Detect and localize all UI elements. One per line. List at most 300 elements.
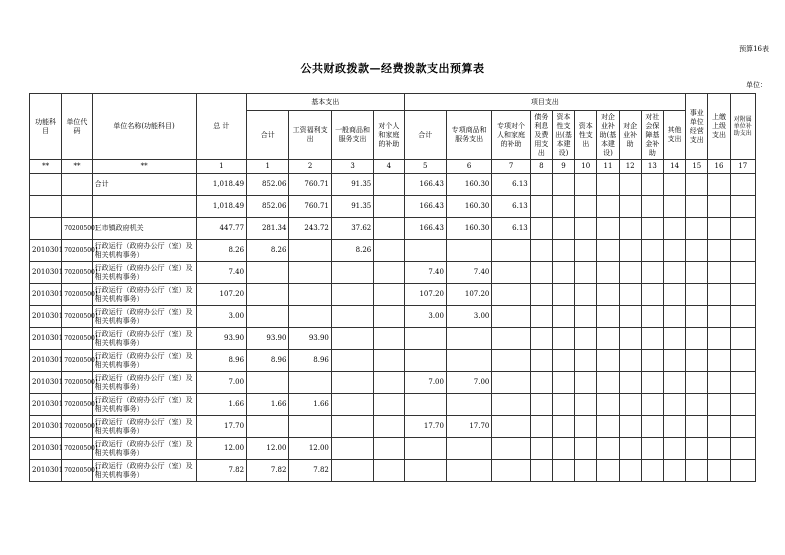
cell-total: 7.82 — [196, 460, 246, 482]
cell-func-code: 2010301 — [30, 394, 62, 416]
cell-basic-sum — [247, 416, 289, 438]
cell-basic-person — [374, 262, 404, 284]
cell-empty — [663, 460, 685, 482]
column-number-9: 6 — [446, 160, 491, 174]
cell-empty — [663, 240, 685, 262]
cell-empty — [686, 416, 708, 438]
cell-basic-person — [374, 218, 404, 240]
cell-unit-name: 行政运行（政府办公厅（室）及相关机构事务） — [92, 262, 196, 284]
cell-empty — [575, 350, 597, 372]
cell-project-person — [492, 262, 530, 284]
cell-empty — [686, 196, 708, 218]
cell-project-sum — [404, 328, 446, 350]
cell-empty — [530, 394, 552, 416]
cell-unit-code: 702005001 — [62, 438, 92, 460]
cell-empty — [575, 174, 597, 196]
cell-project-sum — [404, 240, 446, 262]
header-col-12: 对企业补助 — [619, 111, 641, 160]
header-col-7: 专项对个人和家庭的补助 — [492, 111, 530, 160]
cell-unit-name: 行政运行（政府办公厅（室）及相关机构事务） — [92, 438, 196, 460]
cell-total: 447.77 — [196, 218, 246, 240]
header-col-15: 事业单位经营支出 — [686, 94, 708, 160]
cell-func-code: 2010301 — [30, 350, 62, 372]
cell-basic-sum — [247, 306, 289, 328]
cell-empty — [597, 196, 619, 218]
cell-empty — [708, 174, 730, 196]
header-col-17: 对附属单位补助支出 — [730, 94, 755, 160]
cell-empty — [575, 416, 597, 438]
cell-empty — [686, 218, 708, 240]
cell-empty — [730, 372, 755, 394]
cell-basic-goods — [331, 416, 373, 438]
cell-empty — [619, 416, 641, 438]
cell-empty — [552, 174, 574, 196]
column-number-12: 9 — [552, 160, 574, 174]
cell-empty — [686, 350, 708, 372]
cell-project-person — [492, 328, 530, 350]
cell-unit-code: 702005001 — [62, 284, 92, 306]
cell-empty — [575, 284, 597, 306]
cell-empty — [530, 438, 552, 460]
table-row — [30, 174, 756, 196]
column-number-7: 4 — [374, 160, 404, 174]
cell-func-code — [30, 218, 62, 240]
cell-empty — [552, 218, 574, 240]
header-row-1 — [30, 94, 756, 111]
cell-empty — [686, 284, 708, 306]
cell-empty — [686, 174, 708, 196]
cell-project-sum: 7.00 — [404, 372, 446, 394]
cell-empty — [730, 460, 755, 482]
cell-empty — [641, 218, 663, 240]
cell-func-code: 2010301 — [30, 306, 62, 328]
cell-basic-person — [374, 350, 404, 372]
cell-empty — [663, 218, 685, 240]
header-total: 总 计 — [196, 94, 246, 160]
cell-basic-person — [374, 438, 404, 460]
cell-project-goods — [446, 328, 491, 350]
cell-empty — [663, 174, 685, 196]
cell-empty — [686, 438, 708, 460]
cell-unit-code: 702005001 — [62, 372, 92, 394]
cell-empty — [619, 218, 641, 240]
cell-empty — [663, 328, 685, 350]
cell-basic-wage: 1.66 — [289, 394, 331, 416]
cell-unit-name: 行政运行（政府办公厅（室）及相关机构事务） — [92, 284, 196, 306]
column-number-17: 14 — [663, 160, 685, 174]
cell-basic-person — [374, 372, 404, 394]
header-basic: 基本支出 — [247, 94, 405, 111]
cell-basic-sum: 8.26 — [247, 240, 289, 262]
cell-empty — [663, 306, 685, 328]
cell-basic-person — [374, 284, 404, 306]
cell-empty — [730, 306, 755, 328]
cell-empty — [686, 328, 708, 350]
cell-project-goods — [446, 460, 491, 482]
header-unit-code: 单位代码 — [62, 94, 92, 160]
cell-empty — [575, 240, 597, 262]
cell-empty — [575, 218, 597, 240]
cell-basic-wage: 760.71 — [289, 196, 331, 218]
form-number: 预算16表 — [739, 45, 769, 53]
cell-empty — [641, 306, 663, 328]
column-number-0: ** — [30, 160, 62, 174]
cell-unit-name: 行政运行（政府办公厅（室）及相关机构事务） — [92, 306, 196, 328]
cell-empty — [575, 394, 597, 416]
cell-empty — [686, 372, 708, 394]
cell-basic-sum: 852.06 — [247, 196, 289, 218]
table-row — [30, 328, 756, 350]
cell-basic-person — [374, 240, 404, 262]
cell-empty — [552, 284, 574, 306]
cell-empty — [597, 438, 619, 460]
cell-empty — [730, 328, 755, 350]
cell-basic-sum: 7.82 — [247, 460, 289, 482]
cell-empty — [708, 350, 730, 372]
table-row — [30, 196, 756, 218]
cell-empty — [686, 306, 708, 328]
cell-empty — [552, 372, 574, 394]
cell-func-code: 2010301 — [30, 240, 62, 262]
cell-empty — [663, 284, 685, 306]
cell-unit-name: 合计 — [92, 174, 196, 196]
column-number-18: 15 — [686, 160, 708, 174]
cell-empty — [708, 218, 730, 240]
table-row — [30, 460, 756, 482]
cell-empty — [530, 262, 552, 284]
cell-unit-name: 行政运行（政府办公厅（室）及相关机构事务） — [92, 350, 196, 372]
cell-empty — [663, 196, 685, 218]
cell-unit-code: 702005001 — [62, 328, 92, 350]
cell-project-goods: 7.40 — [446, 262, 491, 284]
column-number-8: 5 — [404, 160, 446, 174]
cell-empty — [708, 438, 730, 460]
cell-basic-goods — [331, 284, 373, 306]
column-number-2: ** — [92, 160, 196, 174]
cell-unit-name: 行政运行（政府办公厅（室）及相关机构事务） — [92, 416, 196, 438]
cell-empty — [575, 328, 597, 350]
cell-empty — [597, 174, 619, 196]
cell-empty — [597, 460, 619, 482]
cell-empty — [619, 262, 641, 284]
cell-project-sum: 7.40 — [404, 262, 446, 284]
cell-project-goods: 160.30 — [446, 218, 491, 240]
header-col-4: 对个人和家庭的补助 — [374, 111, 404, 160]
cell-empty — [597, 372, 619, 394]
column-number-14: 11 — [597, 160, 619, 174]
budget-table — [29, 93, 756, 482]
cell-basic-wage — [289, 306, 331, 328]
cell-empty — [597, 306, 619, 328]
table-row — [30, 240, 756, 262]
cell-func-code: 2010301 — [30, 438, 62, 460]
cell-project-sum: 107.20 — [404, 284, 446, 306]
cell-project-person — [492, 460, 530, 482]
cell-empty — [641, 328, 663, 350]
cell-unit-name: 行政运行（政府办公厅（室）及相关机构事务） — [92, 460, 196, 482]
cell-empty — [708, 284, 730, 306]
header-col-1: 合计 — [247, 111, 289, 160]
cell-empty — [575, 306, 597, 328]
cell-empty — [708, 240, 730, 262]
cell-total: 1.66 — [196, 394, 246, 416]
cell-basic-person — [374, 328, 404, 350]
column-number-20: 17 — [730, 160, 755, 174]
cell-project-person — [492, 416, 530, 438]
cell-basic-person — [374, 460, 404, 482]
header-col-9: 资本性支出(基本建设) — [552, 111, 574, 160]
cell-empty — [730, 240, 755, 262]
header-col-14: 其他支出 — [663, 111, 685, 160]
cell-func-code: 2010301 — [30, 262, 62, 284]
header-col-10: 资本性支出 — [575, 111, 597, 160]
cell-empty — [730, 438, 755, 460]
cell-func-code: 2010301 — [30, 284, 62, 306]
cell-empty — [641, 394, 663, 416]
cell-project-goods: 160.30 — [446, 196, 491, 218]
cell-basic-sum: 12.00 — [247, 438, 289, 460]
cell-basic-wage: 12.00 — [289, 438, 331, 460]
cell-empty — [552, 328, 574, 350]
table-row — [30, 438, 756, 460]
cell-basic-person — [374, 196, 404, 218]
cell-unit-name: 三市镇政府机关 — [92, 218, 196, 240]
column-number-5: 2 — [289, 160, 331, 174]
page-title: 公共财政拨款—经费拨款支出预算表 — [300, 62, 485, 75]
cell-empty — [708, 306, 730, 328]
cell-project-goods — [446, 240, 491, 262]
cell-empty — [686, 262, 708, 284]
cell-project-person: 6.13 — [492, 196, 530, 218]
cell-basic-sum: 281.34 — [247, 218, 289, 240]
cell-empty — [530, 328, 552, 350]
cell-basic-goods — [331, 262, 373, 284]
cell-project-person — [492, 306, 530, 328]
cell-empty — [641, 416, 663, 438]
cell-empty — [708, 262, 730, 284]
cell-empty — [619, 438, 641, 460]
cell-unit-code: 702005001 — [62, 416, 92, 438]
cell-empty — [663, 438, 685, 460]
cell-empty — [730, 218, 755, 240]
cell-empty — [619, 174, 641, 196]
cell-basic-wage — [289, 416, 331, 438]
cell-unit-code: 702005001 — [62, 394, 92, 416]
cell-basic-wage: 8.96 — [289, 350, 331, 372]
cell-empty — [597, 328, 619, 350]
cell-empty — [708, 372, 730, 394]
cell-basic-wage: 7.82 — [289, 460, 331, 482]
cell-basic-wage: 243.72 — [289, 218, 331, 240]
cell-total: 107.20 — [196, 284, 246, 306]
cell-empty — [619, 306, 641, 328]
cell-empty — [530, 218, 552, 240]
cell-basic-person — [374, 416, 404, 438]
column-number-4: 1 — [247, 160, 289, 174]
cell-empty — [530, 284, 552, 306]
cell-empty — [641, 262, 663, 284]
cell-project-sum — [404, 350, 446, 372]
cell-empty — [686, 394, 708, 416]
cell-empty — [641, 460, 663, 482]
cell-total: 8.26 — [196, 240, 246, 262]
cell-empty — [663, 372, 685, 394]
cell-func-code — [30, 174, 62, 196]
cell-unit-code: 702005001 — [62, 218, 92, 240]
cell-basic-goods: 37.62 — [331, 218, 373, 240]
cell-total: 93.90 — [196, 328, 246, 350]
cell-project-person — [492, 438, 530, 460]
cell-empty — [552, 306, 574, 328]
cell-empty — [641, 438, 663, 460]
cell-project-sum: 166.43 — [404, 218, 446, 240]
cell-unit-code: 702005001 — [62, 306, 92, 328]
cell-project-person — [492, 350, 530, 372]
cell-total: 7.00 — [196, 372, 246, 394]
cell-empty — [619, 240, 641, 262]
cell-total: 12.00 — [196, 438, 246, 460]
cell-empty — [730, 196, 755, 218]
cell-empty — [708, 416, 730, 438]
cell-basic-wage — [289, 372, 331, 394]
cell-project-goods: 17.70 — [446, 416, 491, 438]
cell-basic-person — [374, 394, 404, 416]
cell-basic-goods — [331, 350, 373, 372]
cell-empty — [730, 284, 755, 306]
cell-empty — [530, 372, 552, 394]
header-col-8: 债务利息及费用支出 — [530, 111, 552, 160]
cell-empty — [641, 350, 663, 372]
cell-basic-goods — [331, 328, 373, 350]
cell-empty — [530, 306, 552, 328]
cell-basic-goods — [331, 394, 373, 416]
cell-empty — [575, 438, 597, 460]
cell-unit-code: 702005001 — [62, 350, 92, 372]
cell-empty — [619, 196, 641, 218]
cell-empty — [730, 394, 755, 416]
column-number-13: 10 — [575, 160, 597, 174]
column-number-3: 1 — [196, 160, 246, 174]
cell-basic-goods: 91.35 — [331, 196, 373, 218]
cell-basic-sum: 1.66 — [247, 394, 289, 416]
cell-empty — [619, 284, 641, 306]
cell-func-code: 2010301 — [30, 328, 62, 350]
cell-empty — [708, 460, 730, 482]
cell-empty — [552, 394, 574, 416]
cell-empty — [686, 240, 708, 262]
cell-empty — [663, 394, 685, 416]
column-number-6: 3 — [331, 160, 373, 174]
header-col-11: 对企业补助(基本建设) — [597, 111, 619, 160]
cell-project-person: 6.13 — [492, 218, 530, 240]
cell-empty — [530, 240, 552, 262]
cell-basic-person — [374, 174, 404, 196]
cell-project-goods: 3.00 — [446, 306, 491, 328]
column-number-19: 16 — [708, 160, 730, 174]
cell-basic-sum: 8.96 — [247, 350, 289, 372]
header-col-3: 一般商品和服务支出 — [331, 111, 373, 160]
cell-unit-name — [92, 196, 196, 218]
header-unit-name: 单位名称(功能科目) — [92, 94, 196, 160]
cell-unit-name: 行政运行（政府办公厅（室）及相关机构事务） — [92, 372, 196, 394]
cell-empty — [575, 196, 597, 218]
cell-empty — [641, 240, 663, 262]
cell-empty — [552, 460, 574, 482]
cell-basic-goods — [331, 306, 373, 328]
cell-empty — [730, 262, 755, 284]
cell-unit-code — [62, 174, 92, 196]
cell-project-sum: 3.00 — [404, 306, 446, 328]
cell-empty — [552, 416, 574, 438]
cell-unit-code: 702005001 — [62, 240, 92, 262]
cell-empty — [619, 328, 641, 350]
header-col-13: 对社会保障基金补助 — [641, 111, 663, 160]
cell-empty — [708, 394, 730, 416]
table-row — [30, 218, 756, 240]
cell-basic-wage: 93.90 — [289, 328, 331, 350]
cell-basic-wage — [289, 284, 331, 306]
cell-basic-sum: 93.90 — [247, 328, 289, 350]
header-col-6: 专项商品和服务支出 — [446, 111, 491, 160]
cell-empty — [730, 416, 755, 438]
cell-empty — [619, 394, 641, 416]
column-number-10: 7 — [492, 160, 530, 174]
cell-project-goods: 160.30 — [446, 174, 491, 196]
cell-empty — [619, 372, 641, 394]
cell-empty — [597, 284, 619, 306]
cell-empty — [663, 350, 685, 372]
cell-basic-sum — [247, 262, 289, 284]
cell-basic-goods: 8.26 — [331, 240, 373, 262]
cell-basic-wage — [289, 262, 331, 284]
cell-total: 8.96 — [196, 350, 246, 372]
column-number-row — [30, 160, 756, 174]
cell-empty — [641, 284, 663, 306]
cell-empty — [663, 262, 685, 284]
cell-project-person — [492, 372, 530, 394]
header-project: 项目支出 — [404, 94, 686, 111]
cell-empty — [530, 196, 552, 218]
cell-empty — [575, 372, 597, 394]
cell-empty — [530, 460, 552, 482]
cell-project-person — [492, 284, 530, 306]
cell-project-sum — [404, 438, 446, 460]
cell-basic-sum — [247, 284, 289, 306]
cell-basic-wage: 760.71 — [289, 174, 331, 196]
cell-basic-goods — [331, 372, 373, 394]
cell-project-person: 6.13 — [492, 174, 530, 196]
cell-unit-code: 702005001 — [62, 262, 92, 284]
cell-empty — [530, 174, 552, 196]
cell-project-person — [492, 394, 530, 416]
header-col-16: 上缴上级支出 — [708, 94, 730, 160]
cell-empty — [730, 350, 755, 372]
table-row — [30, 416, 756, 438]
cell-func-code: 2010301 — [30, 372, 62, 394]
cell-basic-person — [374, 306, 404, 328]
cell-empty — [552, 196, 574, 218]
cell-func-code — [30, 196, 62, 218]
cell-empty — [575, 262, 597, 284]
column-number-1: ** — [62, 160, 92, 174]
table-row — [30, 372, 756, 394]
cell-unit-name: 行政运行（政府办公厅（室）及相关机构事务） — [92, 394, 196, 416]
cell-func-code: 2010301 — [30, 460, 62, 482]
cell-unit-code — [62, 196, 92, 218]
cell-project-sum: 166.43 — [404, 196, 446, 218]
cell-empty — [575, 460, 597, 482]
cell-project-goods — [446, 438, 491, 460]
